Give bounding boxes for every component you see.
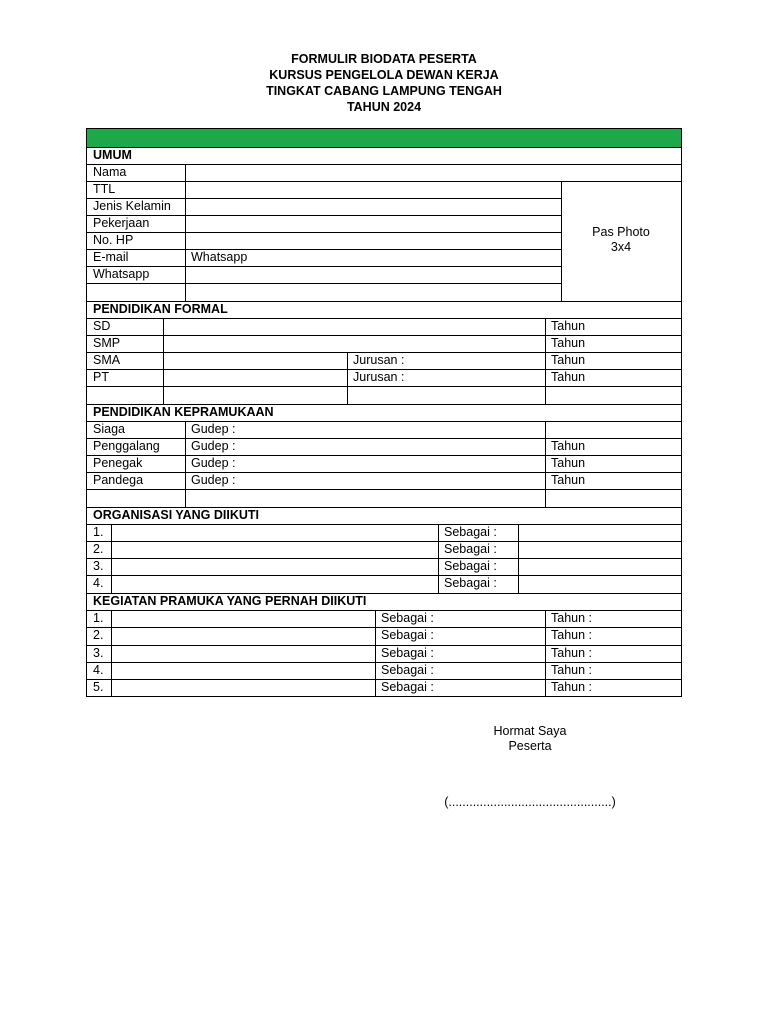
grid-line — [87, 541, 681, 542]
grid-line — [87, 472, 681, 473]
section-heading-pendidikan-formal: PENDIDIKAN FORMAL — [93, 302, 228, 316]
label-jenis-kelamin: Jenis Kelamin — [93, 199, 171, 213]
kegiatan-tahun: Tahun : — [551, 680, 593, 694]
kegiatan-tahun: Tahun : — [551, 628, 593, 642]
pramuka-level: Penggalang — [93, 439, 160, 453]
formal-tahun: Tahun — [551, 353, 586, 367]
title-line-2: KURSUS PENGELOLA DEWAN KERJA — [269, 68, 499, 82]
pramuka-tahun: Tahun — [551, 456, 586, 470]
pramuka-gudep: Gudep : — [191, 439, 236, 453]
kegiatan-sebagai: Sebagai : — [381, 663, 434, 677]
grid-line — [87, 662, 681, 663]
kegiatan-tahun: Tahun : — [551, 611, 593, 625]
formal-tahun: Tahun — [551, 319, 586, 333]
kegiatan-number: 2. — [93, 628, 104, 642]
pas-photo-box — [561, 225, 681, 255]
section-heading-pendidikan-kepramukaan: PENDIDIKAN KEPRAMUKAAN — [93, 405, 274, 419]
grid-line — [87, 421, 681, 422]
title-line-4: TAHUN 2024 — [346, 100, 422, 114]
grid-line — [438, 524, 439, 593]
org-number: 2. — [93, 542, 104, 556]
kegiatan-sebagai: Sebagai : — [381, 646, 434, 660]
kegiatan-sebagai: Sebagai : — [381, 680, 434, 694]
org-number: 1. — [93, 525, 104, 539]
biodata-form — [86, 128, 682, 697]
formal-tahun: Tahun — [551, 370, 586, 384]
photo-size: 3x4 — [610, 240, 632, 254]
grid-line — [87, 679, 681, 680]
grid-line — [87, 593, 681, 594]
grid-line — [561, 181, 562, 301]
pramuka-gudep: Gudep : — [191, 473, 236, 487]
pramuka-gudep: Gudep : — [191, 456, 236, 470]
grid-line — [87, 438, 681, 439]
kegiatan-sebagai: Sebagai : — [381, 628, 434, 642]
formal-jurusan: Jurusan : — [353, 370, 405, 384]
grid-line — [87, 558, 681, 559]
pramuka-gudep: Gudep : — [191, 422, 236, 436]
grid-line — [87, 164, 681, 165]
header-band — [87, 129, 681, 147]
org-number: 4. — [93, 576, 104, 590]
grid-line — [87, 524, 681, 525]
label-whatsapp: Whatsapp — [93, 267, 150, 281]
grid-line — [87, 610, 681, 611]
label-ttl: TTL — [93, 182, 116, 196]
input-email[interactable]: Whatsapp — [191, 250, 248, 264]
org-sebagai: Sebagai : — [444, 559, 497, 573]
grid-line — [87, 627, 681, 628]
grid-line — [185, 421, 186, 507]
label-email: E-mail — [93, 250, 129, 264]
form-title — [0, 51, 768, 115]
formal-level: PT — [93, 370, 109, 384]
input-pekerjaan[interactable] — [185, 215, 561, 232]
grid-line — [87, 181, 681, 182]
org-sebagai: Sebagai : — [444, 576, 497, 590]
input-jenis-kelamin[interactable] — [185, 198, 561, 215]
kegiatan-sebagai: Sebagai : — [381, 611, 434, 625]
input-no-hp[interactable] — [185, 232, 561, 249]
kegiatan-number: 1. — [93, 611, 104, 625]
formal-tahun: Tahun — [551, 336, 586, 350]
formal-level: SD — [93, 319, 111, 333]
grid-line — [87, 369, 681, 370]
pramuka-level: Penegak — [93, 456, 143, 470]
grid-line — [87, 198, 561, 199]
kegiatan-tahun: Tahun : — [551, 663, 593, 677]
title-line-1: FORMULIR BIODATA PESERTA — [291, 52, 477, 66]
grid-line — [87, 283, 561, 284]
formal-level: SMP — [93, 336, 121, 350]
grid-line — [87, 215, 561, 216]
org-number: 3. — [93, 559, 104, 573]
org-sebagai: Sebagai : — [444, 542, 497, 556]
grid-line — [87, 489, 681, 490]
kegiatan-number: 3. — [93, 646, 104, 660]
signature-blank-line: (...............................................) — [444, 795, 616, 809]
section-heading-umum: UMUM — [93, 148, 132, 162]
photo-label: Pas Photo — [592, 225, 650, 239]
label-nama: Nama — [93, 165, 127, 179]
kegiatan-number: 4. — [93, 663, 104, 677]
grid-line — [87, 232, 561, 233]
grid-line — [185, 164, 186, 301]
grid-line — [87, 645, 681, 646]
grid-line — [87, 266, 561, 267]
grid-line — [545, 318, 546, 404]
signature-greeting: Hormat Saya — [493, 724, 567, 738]
grid-line — [518, 524, 519, 593]
pramuka-level: Pandega — [93, 473, 144, 487]
grid-line — [163, 318, 164, 404]
signature-role: Peserta — [508, 739, 552, 753]
grid-line — [545, 421, 546, 507]
grid-line — [87, 335, 681, 336]
grid-line — [87, 249, 561, 250]
pramuka-level: Siaga — [93, 422, 125, 436]
grid-line — [87, 507, 681, 508]
kegiatan-number: 5. — [93, 680, 104, 694]
grid-line — [87, 455, 681, 456]
grid-line — [87, 386, 681, 387]
label-no-hp: No. HP — [93, 233, 134, 247]
input-ttl[interactable] — [185, 181, 561, 198]
grid-line — [111, 524, 112, 593]
grid-line — [375, 610, 376, 696]
section-heading-organisasi: ORGANISASI YANG DIIKUTI — [93, 508, 259, 522]
grid-line — [87, 318, 681, 319]
grid-line — [87, 147, 681, 148]
grid-line — [87, 575, 681, 576]
grid-line — [87, 352, 681, 353]
grid-line — [347, 352, 348, 404]
pramuka-tahun: Tahun — [551, 439, 586, 453]
signature-block — [460, 724, 600, 754]
grid-line — [87, 301, 681, 302]
kegiatan-tahun: Tahun : — [551, 646, 593, 660]
input-whatsapp[interactable] — [185, 266, 561, 283]
grid-line — [111, 610, 112, 696]
label-pekerjaan: Pekerjaan — [93, 216, 150, 230]
grid-line — [87, 404, 681, 405]
pramuka-tahun: Tahun — [551, 473, 586, 487]
grid-line — [545, 610, 546, 696]
formal-jurusan: Jurusan : — [353, 353, 405, 367]
section-heading-kegiatan: KEGIATAN PRAMUKA YANG PERNAH DIIKUTI — [93, 594, 367, 608]
formal-level: SMA — [93, 353, 121, 367]
input-nama[interactable] — [185, 164, 681, 181]
org-sebagai: Sebagai : — [444, 525, 497, 539]
title-line-3: TINGKAT CABANG LAMPUNG TENGAH — [266, 84, 502, 98]
